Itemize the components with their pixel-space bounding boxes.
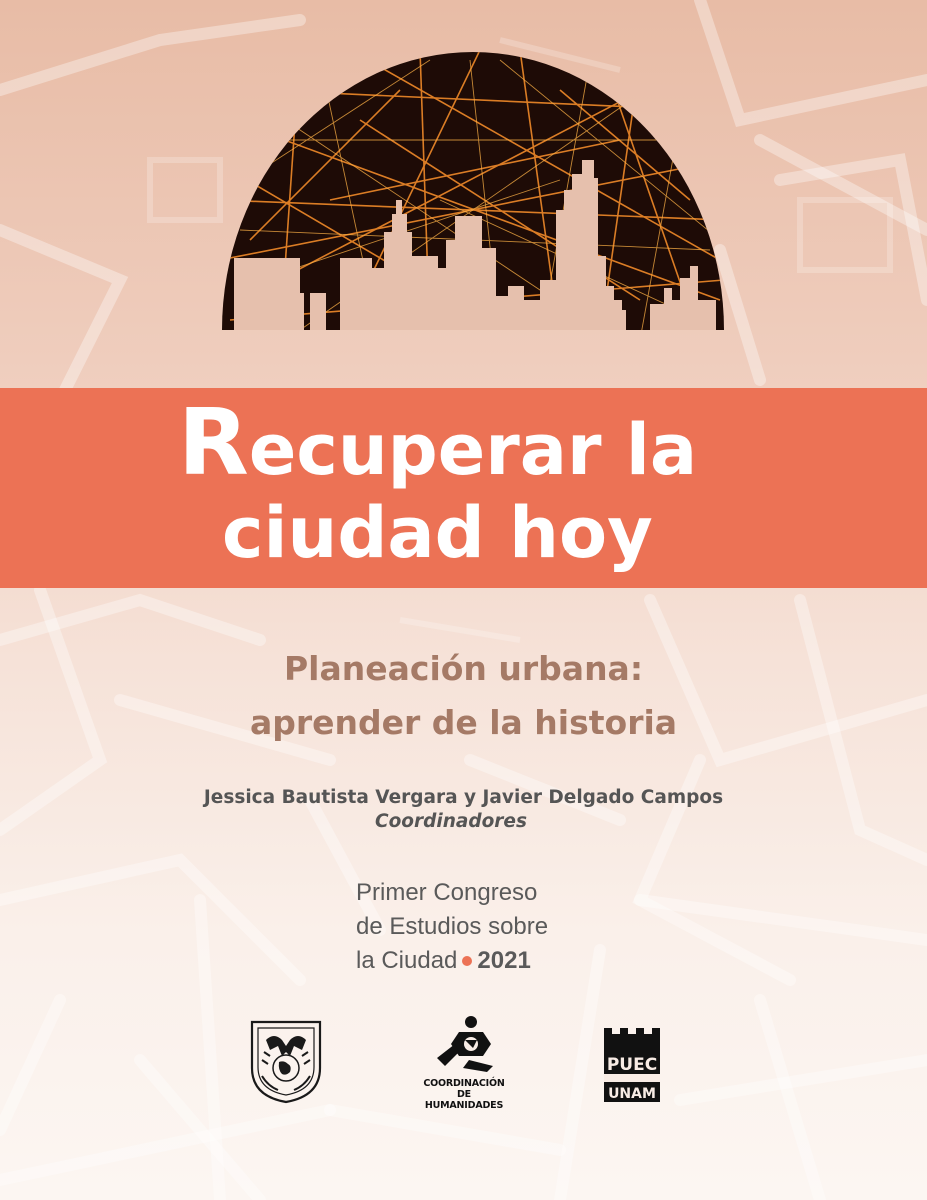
- coordinacion-label-1: COORDINACIÓN: [423, 1078, 505, 1089]
- congress-info: [356, 876, 548, 978]
- congress-city: la Ciudad: [356, 947, 458, 974]
- authors: Jessica Bautista Vergara y Javier Delgado Campos: [203, 787, 724, 808]
- authors-role: Coordinadores: [375, 811, 527, 832]
- subtitle-line-1: Planeación urbana:: [283, 649, 644, 688]
- unam-seal-icon: [244, 1016, 328, 1104]
- bullet-dot-icon: [462, 956, 472, 966]
- coordinacion-label-2: DE HUMANIDADES: [424, 1089, 504, 1111]
- unam-seal-logo: [244, 1016, 328, 1109]
- coordinacion-emblem-icon: [429, 1014, 499, 1074]
- congress-year: 2021: [477, 947, 531, 974]
- congress-line-2: de Estudios sobre: [356, 913, 549, 940]
- book-title-line-1: [178, 389, 698, 496]
- title-initial: R: [178, 389, 249, 496]
- puec-tower-icon: [602, 1028, 662, 1104]
- subtitle-line-2: aprender de la historia: [249, 703, 678, 742]
- congress-line-3: [356, 944, 548, 978]
- city-skyline-illustration: [0, 0, 927, 400]
- title-line-1-text: ecuperar la: [248, 409, 698, 491]
- coordinacion-humanidades-logo: [418, 1014, 510, 1111]
- congress-line-1: Primer Congreso: [356, 879, 538, 906]
- unam-text: UNAM: [608, 1086, 656, 1102]
- puec-text: PUEC: [606, 1055, 658, 1075]
- puec-unam-logo: [602, 1028, 662, 1109]
- book-title-line-2: ciudad hoy: [222, 492, 653, 574]
